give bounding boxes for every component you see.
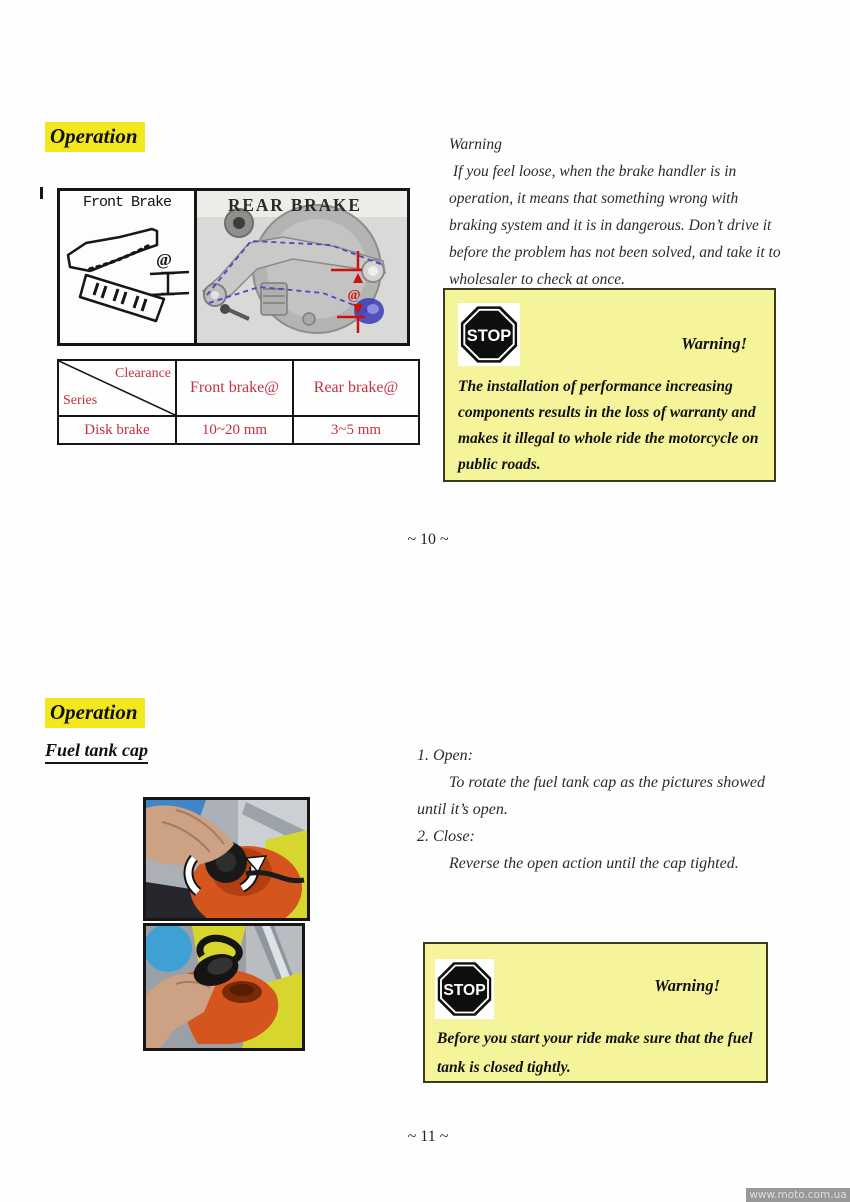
- rear-brake-clearance-symbol: @: [347, 288, 361, 303]
- brake-warning-note: [449, 131, 781, 293]
- warning-box-title: Warning!: [654, 976, 720, 995]
- warning-box-body: Before you start your ride make sure that the fuel tank is closed tightly.: [437, 1030, 753, 1076]
- warning-box-body: The installation of performance increasing components results in the loss of warranty and makes it illegal to whole ride the motorcycle on public roads.: [458, 378, 759, 473]
- warning-box-title: Warning!: [681, 334, 747, 353]
- warranty-warning-box: [443, 288, 776, 482]
- page-title-operation-1: Operation: [45, 122, 145, 152]
- table-corner-clearance: Clearance: [115, 366, 171, 381]
- table-cell-rear-value: 3~5 mm: [293, 416, 419, 444]
- fuel-cap-open-illustration: [146, 800, 307, 918]
- step-close-body: Reverse the open action until the cap tighted.: [449, 855, 739, 872]
- stop-sign-icon: [458, 303, 520, 366]
- stop-sign-icon: [435, 959, 494, 1019]
- page-number-10: ~ 10 ~: [407, 531, 449, 548]
- brake-clearance-table: [57, 359, 420, 445]
- stop-sign-text: STOP: [443, 981, 486, 999]
- step-open-body: To rotate the fuel tank cap as the pictures showed until it’s open.: [417, 774, 765, 818]
- front-brake-clearance-symbol: @: [156, 250, 172, 269]
- warning-note-title: Warning: [449, 136, 502, 153]
- fuel-cap-open-photo: [143, 797, 310, 921]
- table-corner-cell: [58, 360, 176, 416]
- step-open-label: 1. Open:: [417, 747, 473, 764]
- rear-brake-label: REAR BRAKE: [228, 194, 362, 216]
- warning-note-body: If you feel loose, when the brake handler is in operation, it means that something wrong with braking system and it is in dangerous. Don’t drive it before the problem has not been solved, and take it to wholesaler to check at once.: [449, 163, 781, 288]
- scan-artifact-mark: [40, 187, 43, 199]
- fuel-tank-cap-heading: Fuel tank cap: [45, 740, 148, 764]
- front-brake-panel: [60, 191, 197, 343]
- front-brake-line-drawing: [60, 217, 191, 343]
- fuel-cap-steps: [417, 742, 793, 877]
- table-corner-series: Series: [63, 393, 98, 408]
- fuel-cap-removed-photo: [143, 923, 305, 1051]
- fuel-warning-box: [423, 942, 768, 1083]
- fuel-cap-removed-illustration: [146, 926, 302, 1048]
- table-cell-disk-brake: Disk brake: [58, 416, 176, 444]
- front-brake-label: Front Brake: [82, 194, 172, 211]
- table-cell-front-value: 10~20 mm: [176, 416, 293, 444]
- table-header-front-brake: Front brake@: [176, 360, 293, 416]
- site-watermark: www.moto.com.ua: [746, 1188, 850, 1202]
- rear-brake-photo: [197, 191, 407, 343]
- stop-sign-patch: [435, 959, 494, 1019]
- step-close-label: 2. Close:: [417, 828, 475, 845]
- brake-figure: [57, 188, 410, 346]
- table-header-rear-brake: Rear brake@: [293, 360, 419, 416]
- rear-brake-panel: [197, 191, 407, 343]
- page-title-operation-2: Operation: [45, 698, 145, 728]
- stop-sign-text: STOP: [466, 326, 512, 345]
- page-number-11: ~ 11 ~: [407, 1128, 449, 1145]
- stop-sign-patch: [458, 303, 520, 366]
